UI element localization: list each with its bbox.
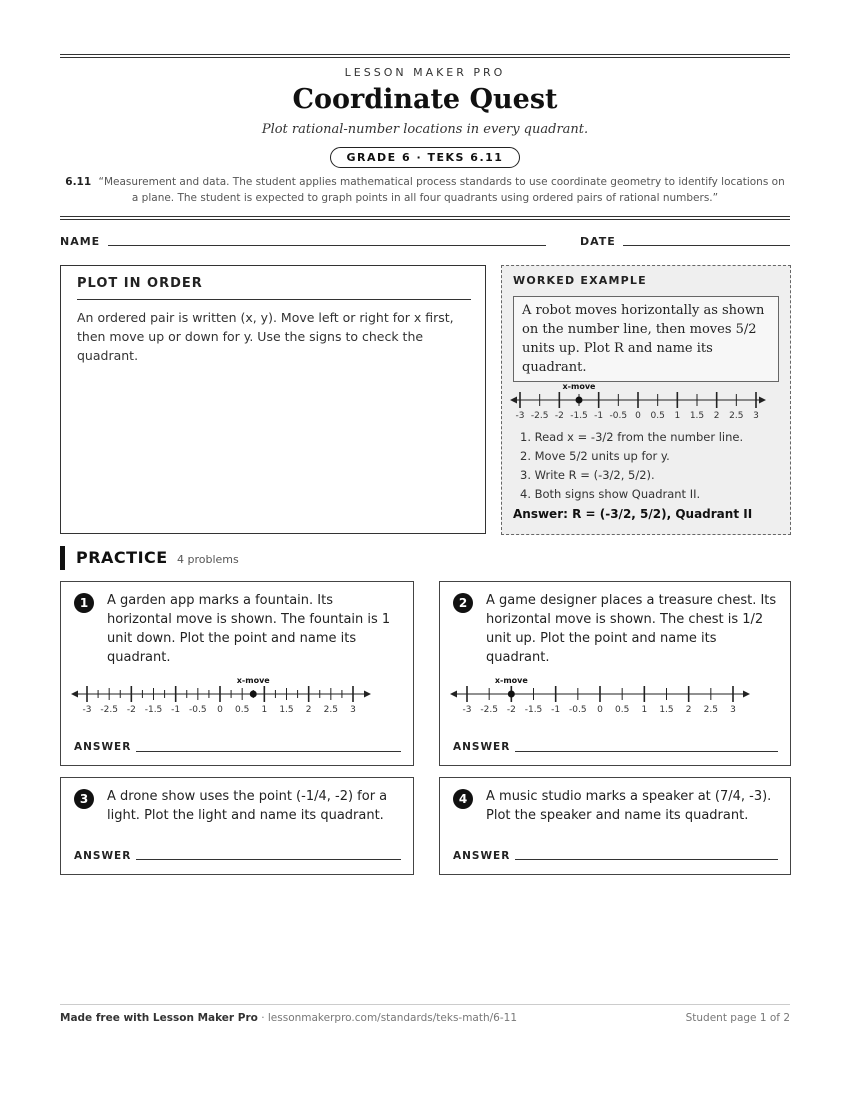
number-line-tick-label: -1.5 bbox=[144, 705, 163, 715]
number-line-tick-label: -2 bbox=[506, 705, 516, 715]
number-line-tick-label: -0.5 bbox=[609, 411, 628, 421]
number-line-tick-label: 0 bbox=[597, 705, 603, 715]
number-line-tick-label: -2.5 bbox=[100, 705, 118, 715]
number-line-point bbox=[576, 397, 583, 404]
number-line-tick-label: -3 bbox=[82, 705, 92, 715]
practice-card-1 bbox=[60, 581, 414, 766]
number-line-tick-label: 2.5 bbox=[729, 411, 744, 421]
badge-wrap bbox=[60, 146, 790, 168]
top-rule-double bbox=[60, 57, 790, 58]
answer-label: ANSWER bbox=[74, 741, 132, 753]
name-field[interactable] bbox=[108, 245, 546, 246]
arrow-right-icon bbox=[364, 691, 371, 698]
number-line-tick-label: -1.5 bbox=[570, 411, 588, 421]
practice-card-3 bbox=[60, 777, 414, 875]
number-line-tick-label: -0.5 bbox=[569, 705, 587, 715]
number-line-tick-label: 0 bbox=[217, 705, 223, 715]
plot-in-order-heading: PLOT IN ORDER bbox=[77, 276, 203, 291]
number-line-point-label: x-move bbox=[562, 384, 596, 391]
header-bottom-rule bbox=[60, 216, 790, 217]
number-line-point bbox=[508, 691, 515, 698]
answer-label: ANSWER bbox=[453, 850, 511, 862]
practice-card-2 bbox=[439, 581, 791, 766]
number-line-tick-label: 2 bbox=[713, 411, 720, 421]
number-line-tick-label: 3 bbox=[753, 411, 759, 421]
answer-field[interactable] bbox=[136, 859, 401, 860]
number-line-tick-label: 1 bbox=[674, 411, 681, 421]
header-bottom-rule-double bbox=[60, 219, 790, 220]
number-line-tick-label: -2.5 bbox=[530, 411, 549, 421]
practice-title: PRACTICE bbox=[76, 548, 168, 567]
number-line-tick-label: -1 bbox=[551, 705, 561, 715]
answer-field[interactable] bbox=[515, 751, 778, 752]
problem-2-number-line bbox=[450, 674, 750, 718]
number-line-tick-label: 1.5 bbox=[689, 411, 705, 421]
problem-1-number-line bbox=[71, 674, 371, 718]
number-line-tick-label: -2 bbox=[554, 411, 564, 421]
footer-brand: Made free with Lesson Maker Pro bbox=[60, 1012, 258, 1024]
footer-credit bbox=[60, 1012, 517, 1024]
worked-example-problem: A robot moves horizontally as shown on the number line, then moves 5/2 units up. Plot R and name its quadrant. bbox=[513, 296, 779, 382]
number-line-tick-label: -2.5 bbox=[480, 705, 498, 715]
arrow-left-icon bbox=[71, 691, 78, 698]
practice-accent-bar bbox=[60, 546, 65, 570]
plot-in-order-divider bbox=[77, 299, 471, 300]
problem-text: A garden app marks a fountain. Its horizontal move is shown. The fountain is 1 unit down. Plot the point and name its quadrant. bbox=[107, 593, 391, 665]
plot-in-order-text: An ordered pair is written (x, y). Move left or right for x first, then move up or down for y. Use the signs to check the quadrant. bbox=[77, 310, 454, 363]
grade-badge: GRADE 6 · TEKS 6.11 bbox=[330, 147, 521, 168]
practice-card-4 bbox=[439, 777, 791, 875]
worked-example-steps bbox=[520, 428, 743, 504]
page-subtitle: Plot rational-number locations in every quadrant. bbox=[261, 122, 589, 137]
date-field[interactable] bbox=[623, 245, 790, 246]
answer-field[interactable] bbox=[515, 859, 778, 860]
arrow-left-icon bbox=[510, 397, 517, 404]
top-rule bbox=[60, 54, 790, 55]
number-line-tick-label: -3 bbox=[515, 411, 525, 421]
number-line-tick-label: 0.5 bbox=[650, 411, 665, 421]
worked-step: 4. Both signs show Quadrant II. bbox=[520, 487, 701, 501]
number-line-point-label: x-move bbox=[494, 676, 528, 685]
number-line-tick-label: 0 bbox=[635, 411, 641, 421]
worked-example-heading: WORKED EXAMPLE bbox=[513, 274, 647, 287]
number-line-tick-label: -1.5 bbox=[524, 705, 543, 715]
problem-number: 4 bbox=[453, 789, 473, 809]
worked-example-answer: Answer: R = (-3/2, 5/2), Quadrant II bbox=[513, 507, 753, 521]
number-line-tick-label: 3 bbox=[350, 705, 356, 715]
footer-page-number: Student page 1 of 2 bbox=[685, 1012, 790, 1024]
number-line-tick-label: 2 bbox=[305, 705, 312, 715]
arrow-right-icon bbox=[743, 691, 750, 698]
footer-rule bbox=[60, 1004, 790, 1005]
arrow-left-icon bbox=[450, 691, 457, 698]
problem-number: 3 bbox=[74, 789, 94, 809]
number-line-tick-label: -1 bbox=[594, 411, 604, 421]
brand-name: LESSON MAKER PRO bbox=[344, 66, 506, 79]
number-line-point bbox=[250, 691, 257, 698]
footer-url[interactable]: · lessonmakerpro.com/standards/teks-math/6-11 bbox=[257, 1012, 518, 1024]
number-line-point-label: x-move bbox=[236, 676, 270, 685]
problem-text: A music studio marks a speaker at (7/4, -3). Plot the speaker and name its quadrant. bbox=[486, 789, 772, 823]
number-line-tick-label: 0.5 bbox=[615, 705, 630, 715]
problem-number: 1 bbox=[74, 593, 94, 613]
number-line-tick-label: 2.5 bbox=[323, 705, 338, 715]
problem-number: 2 bbox=[453, 593, 473, 613]
number-line-tick-label: -2 bbox=[126, 705, 136, 715]
number-line-tick-label: 1 bbox=[261, 705, 268, 715]
practice-count: 4 problems bbox=[177, 553, 239, 566]
problem-text: A game designer places a treasure chest. Its horizontal move is shown. The chest is 1/2 unit up. Plot the point and name its quadrant. bbox=[486, 593, 777, 665]
number-line-tick-label: 0.5 bbox=[235, 705, 250, 715]
number-line-tick-label: 1.5 bbox=[279, 705, 294, 715]
worked-step: 3. Write R = (-3/2, 5/2). bbox=[520, 468, 655, 482]
worked-example-box bbox=[501, 265, 791, 535]
worked-example-number-line bbox=[510, 384, 766, 424]
number-line-tick-label: 1 bbox=[641, 705, 648, 715]
number-line-tick-label: 1.5 bbox=[659, 705, 674, 715]
problem-text: A drone show uses the point (-1/4, -2) for a light. Plot the light and name its quadrant. bbox=[107, 789, 388, 823]
answer-label: ANSWER bbox=[74, 850, 132, 862]
number-line-tick-label: 3 bbox=[730, 705, 736, 715]
standard-statement bbox=[60, 174, 790, 206]
standard-text: “Measurement and data. The student applies mathematical process standards to use coordinate geometry to identify locations on a plane. The student is expected to graph points in all four quadrants using ordered pairs of rational numbers.” bbox=[98, 176, 785, 204]
standard-code: 6.11 bbox=[65, 176, 92, 188]
worked-step: 1. Read x = -3/2 from the number line. bbox=[520, 430, 744, 444]
number-line-tick-label: -1 bbox=[171, 705, 181, 715]
worked-step: 2. Move 5/2 units up for y. bbox=[520, 449, 670, 463]
plot-in-order-box bbox=[60, 265, 486, 534]
name-label: NAME bbox=[60, 235, 101, 248]
number-line-tick-label: -3 bbox=[462, 705, 472, 715]
answer-label: ANSWER bbox=[453, 741, 511, 753]
page-title: Coordinate Quest bbox=[292, 84, 558, 115]
date-label: DATE bbox=[580, 235, 616, 248]
number-line-tick-label: -0.5 bbox=[189, 705, 207, 715]
answer-field[interactable] bbox=[136, 751, 401, 752]
arrow-right-icon bbox=[759, 397, 766, 404]
number-line-tick-label: 2.5 bbox=[703, 705, 718, 715]
number-line-tick-label: 2 bbox=[685, 705, 692, 715]
